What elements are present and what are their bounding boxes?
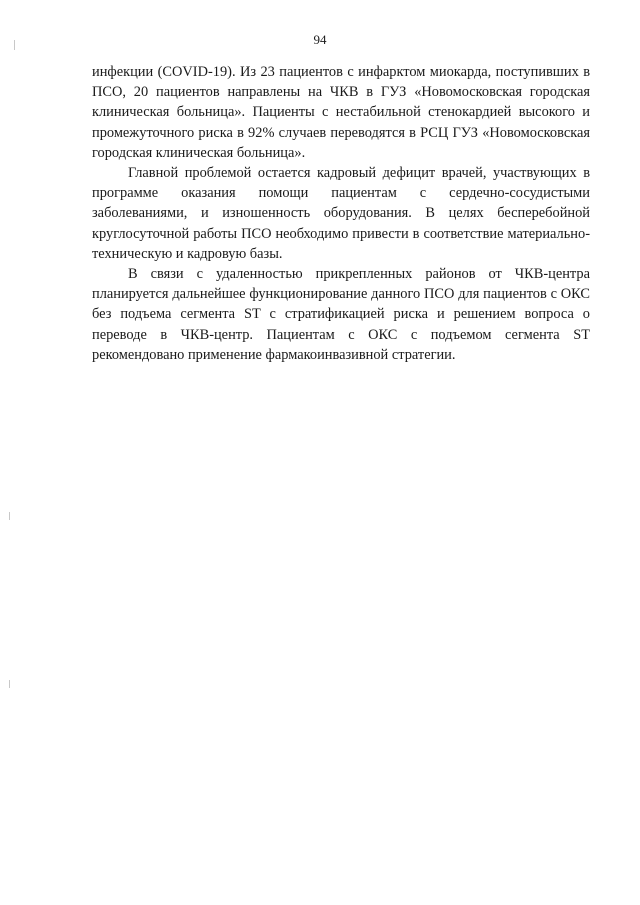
scan-margin-mark xyxy=(9,512,10,520)
paragraph-staffing-problem: Главной проблемой остается кадровый дефицит врачей, участвующих в программе оказания помощи пациентам с сердечно-сосудистыми заболеваниями, и изношенность оборудования. В целях бесперебойной круглосуточной работы ПСО необходимо привести в соответствие материально- техническую и кадровую базы. xyxy=(92,165,590,262)
document-body xyxy=(92,62,590,365)
scan-margin-mark xyxy=(14,40,15,50)
page-number: 94 xyxy=(313,32,327,47)
paragraph-pso-plan: В связи с удаленностью прикрепленных районов от ЧКВ-центра планируется дальнейшее функционирование данного ПСО для пациентов с ОКС без подъема сегмента ST с стратификацией риска и решением вопроса о переводе в ЧКВ-центр. Пациентам с ОКС с подъемом сегмента ST рекомендовано применение фармакоинвазивной стратегии. xyxy=(92,266,590,363)
scan-margin-mark xyxy=(9,680,10,688)
paragraph-continuation: инфекции (COVID-19). Из 23 пациентов с инфарктом миокарда, поступивших в ПСО, 20 пациентов направлены на ЧКВ в ГУЗ «Новомосковская городская клиническая больница». Пациенты с нестабильной стенокардией высокого и промежуточного риска в 92% случаев переводятся в РСЦ ГУЗ «Новомосковская городская клиническая больница». xyxy=(92,64,590,161)
